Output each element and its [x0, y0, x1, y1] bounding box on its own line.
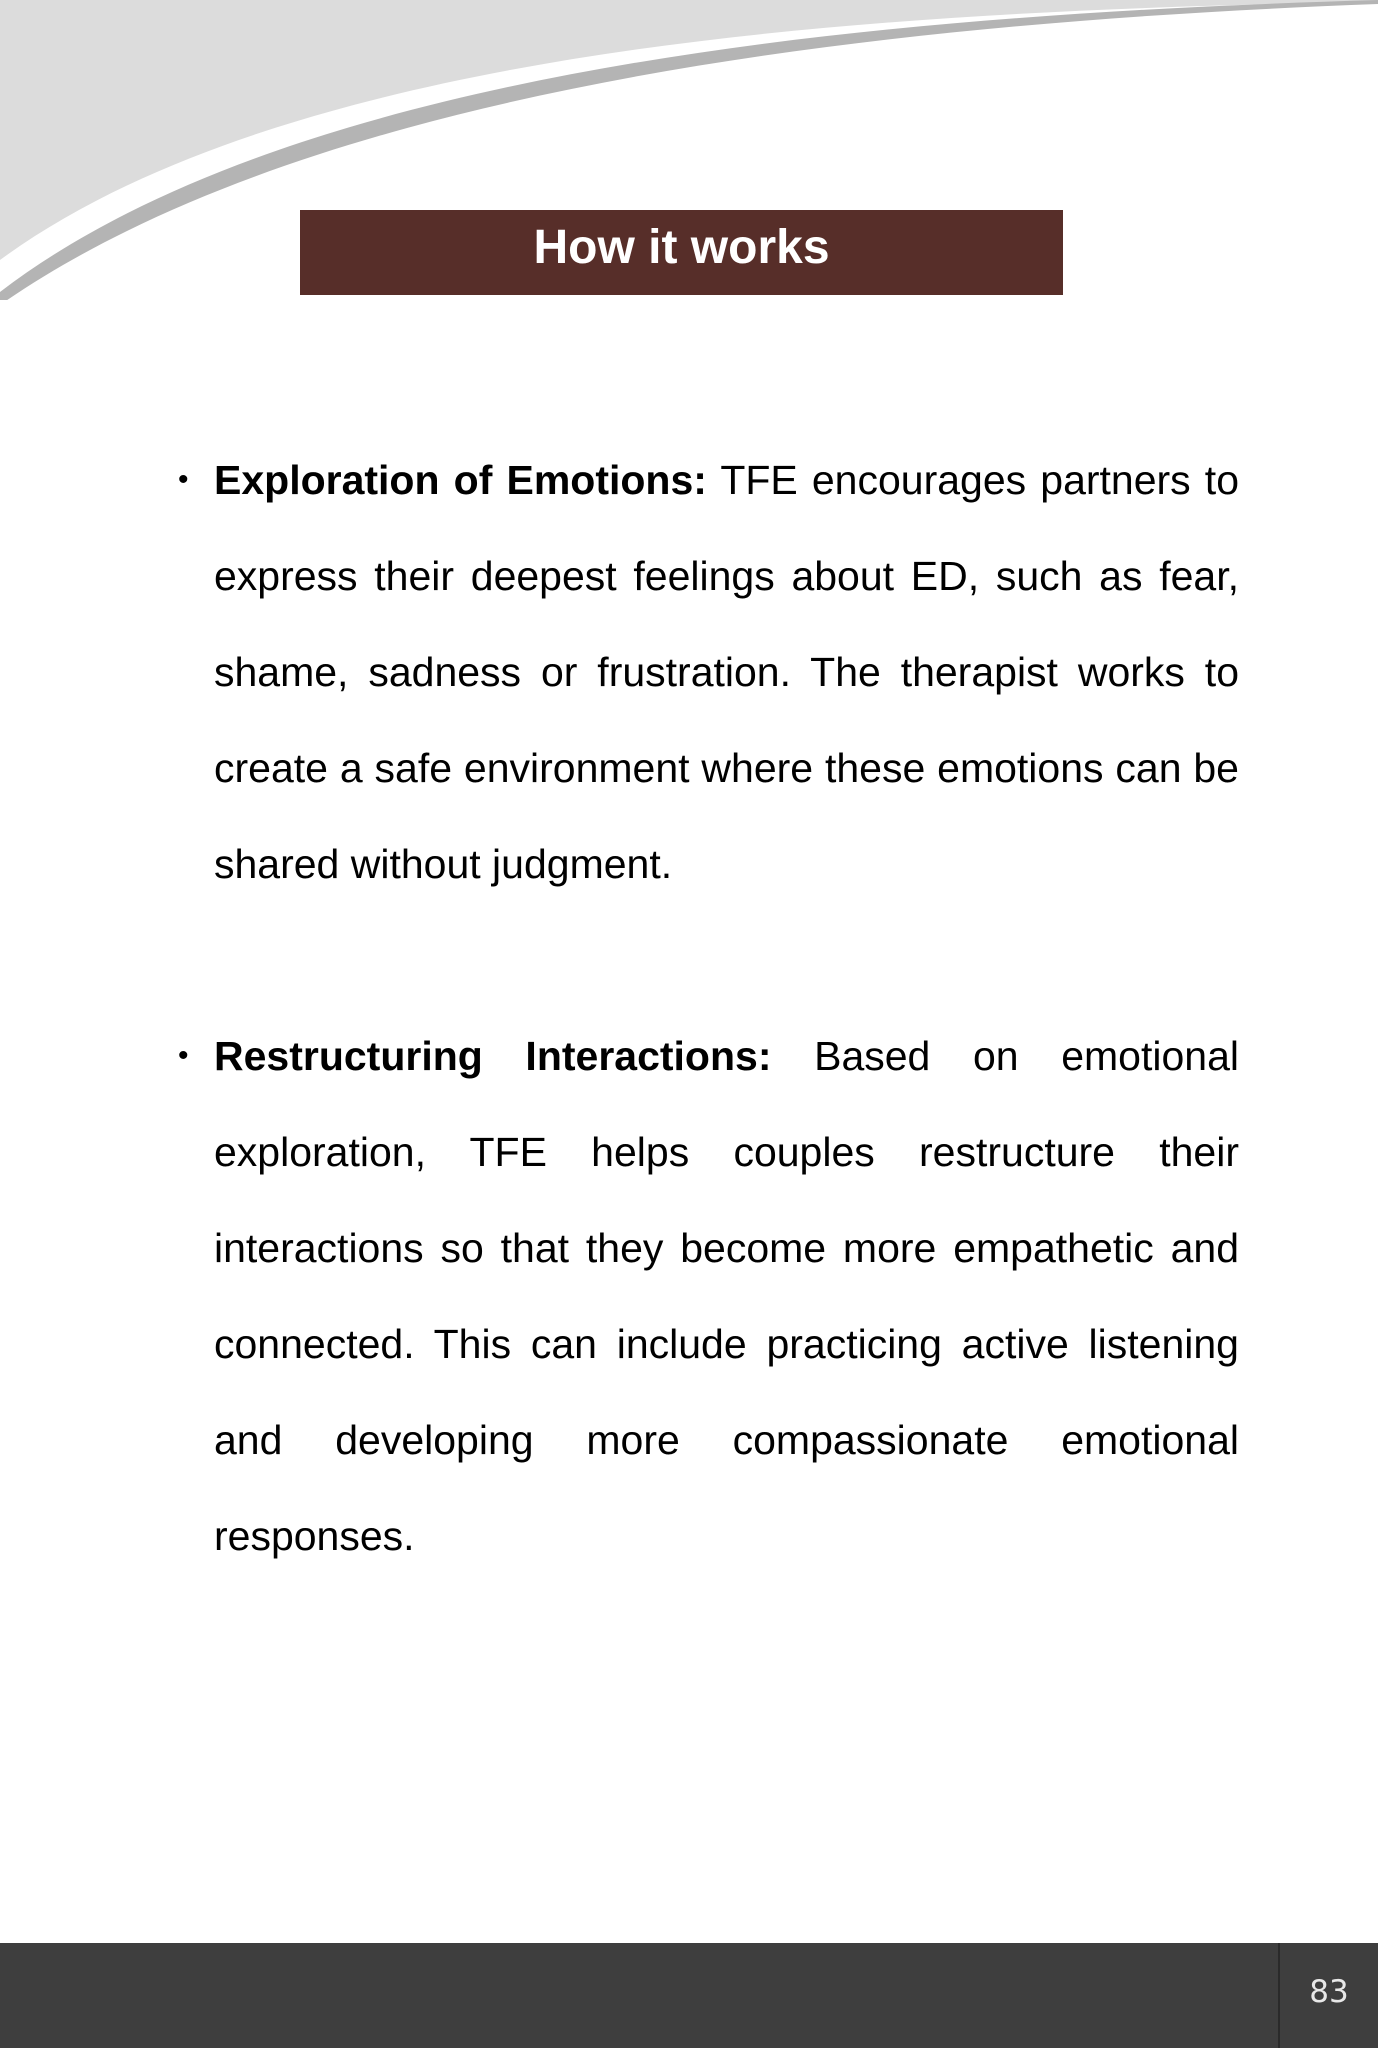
bullet-icon: •: [178, 463, 189, 496]
item-text: TFE encourages partners to express their deepest feelings about ED, such as fear, shame, sadness or frustration. The therapist works to create a safe environment where these emotions can be shared without judgment.: [214, 457, 1240, 887]
bullet-list: [178, 432, 1240, 1584]
bullet-icon: •: [178, 1039, 189, 1072]
list-item: [178, 432, 1240, 912]
item-term: Restructuring Interactions:: [214, 1033, 772, 1079]
page-title: How it works: [533, 221, 830, 274]
title-banner: [300, 210, 1063, 295]
item-text: Based on emotional exploration, TFE helps couples restructure their interactions so that they become more empathetic and connected. This can include practicing active listening and developing more compassionate emotional responses.: [214, 1033, 1239, 1559]
list-item: [178, 1008, 1239, 1584]
body-content: [178, 432, 1240, 1584]
page-number-box: [1278, 1943, 1378, 2048]
item-term: Exploration of Emotions:: [214, 457, 707, 503]
page-number: 83: [1309, 1973, 1349, 2010]
footer-bar: [0, 1943, 1378, 2048]
